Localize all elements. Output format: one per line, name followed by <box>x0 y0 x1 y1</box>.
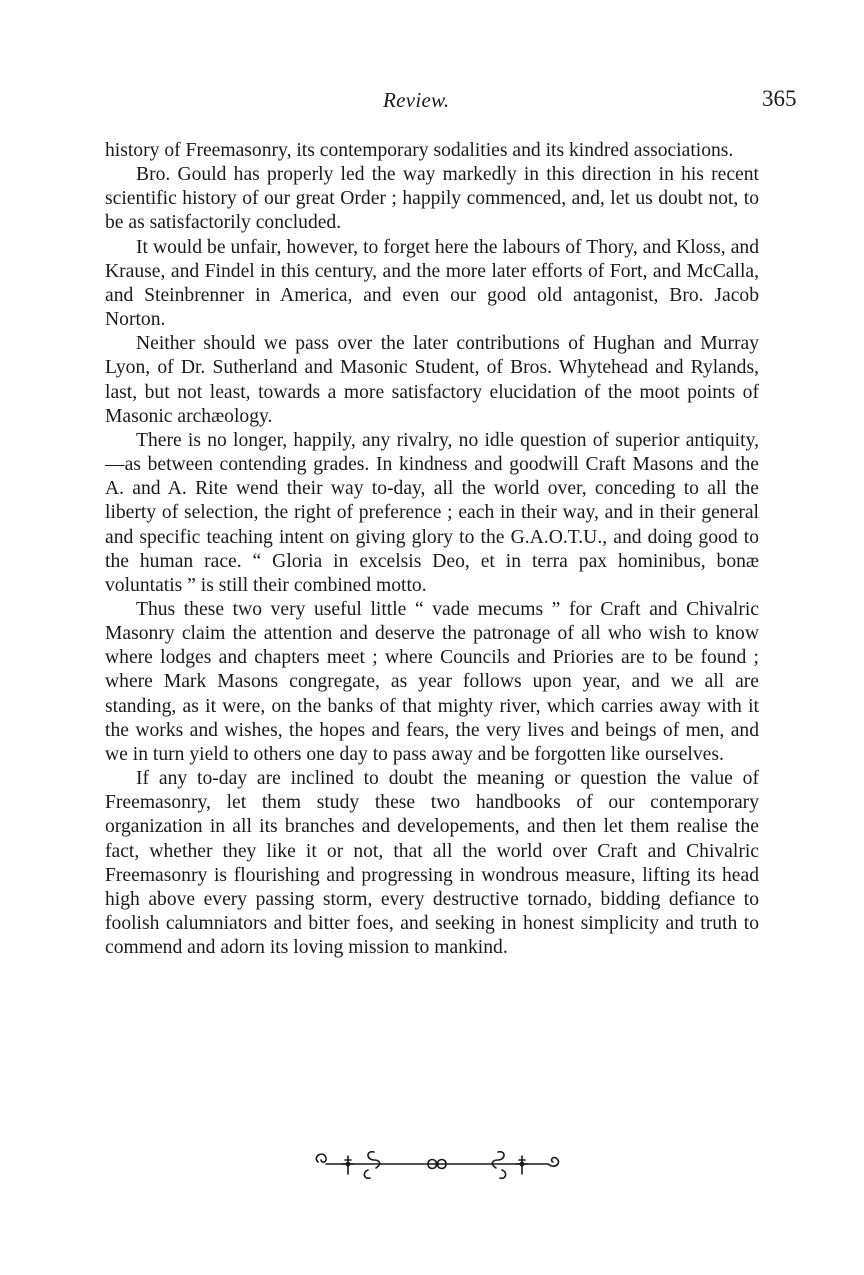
paragraph: Neither should we pass over the later contributions of Hughan and Murray Lyon, of Dr. Sutherland and Masonic Student, of Bros. Whytehead and Rylands, last, but not least, towards a more satisfactory elucidation of the moot points of Masonic archæology. <box>105 333 759 427</box>
paragraph: If any to-day are inclined to doubt the meaning or question the value of Freemasonry, let them study these two handbooks of our contemporary organization in all its branches and developements, and then let them realise the fact, whether they like it or not, that all the world over Craft and Chivalric Freemasonry is flourishing and progressing in wondrous measure, lifting its head high above every passing storm, every destructive tornado, bidding defiance to foolish calumniators and bitter foes, and seeking in honest simplicity and truth to commend and adorn its loving mission to mankind. <box>105 768 759 959</box>
paragraph-continued: history of Freemasonry, its contemporary sodalities and its kindred associations. <box>105 140 734 161</box>
article-body <box>105 139 759 960</box>
paragraph: Thus these two very useful little “ vade mecums ” for Craft and Chivalric Masonry claim the attention and deserve the patronage of all who wish to know where lodges and chapters meet ; where Councils and Priories are to be found ; where Mark Masons congregate, as year follows upon year, and we all are standing, as it were, on the banks of that mighty river, which carries away with it the works and wishes, the hopes and fears, the very lives and beings of men, and we in turn yield to others one day to pass away and be forgotten like ourselves. <box>105 598 759 765</box>
paragraph: There is no longer, happily, any rivalry, no idle question of superior antiquity,—as between contending grades. In kindness and goodwill Craft Masons and the A. and A. Rite wend their way to-day, all the world over, conceding to all the liberty of selection, the right of preference ; each in their way, and in their general and specific teaching intent on giving glory to the G.A.O.T.U., and doing good to the human race. “ Gloria in excelsis Deo, et in terra pax hominibus, bonæ voluntatis ” is still their combined motto. <box>105 429 759 596</box>
paragraph: It would be unfair, however, to forget here the labours of Thory, and Kloss, and Krause, and Findel in this century, and the more later efforts of Fort, and McCalla, and Steinbrenner in America, and even our good old antagonist, Bro. Jacob Norton. <box>105 236 759 331</box>
running-title: Review. <box>383 88 450 112</box>
page-number: 365 <box>762 86 797 111</box>
tailpiece-ornament-icon <box>310 1140 565 1184</box>
paragraph: Bro. Gould has properly led the way markedly in this direction in his recent scientific history of our great Order ; happily commenced, and, let us doubt not, to be as satisfactorily concluded. <box>105 164 759 234</box>
running-head <box>0 80 864 120</box>
